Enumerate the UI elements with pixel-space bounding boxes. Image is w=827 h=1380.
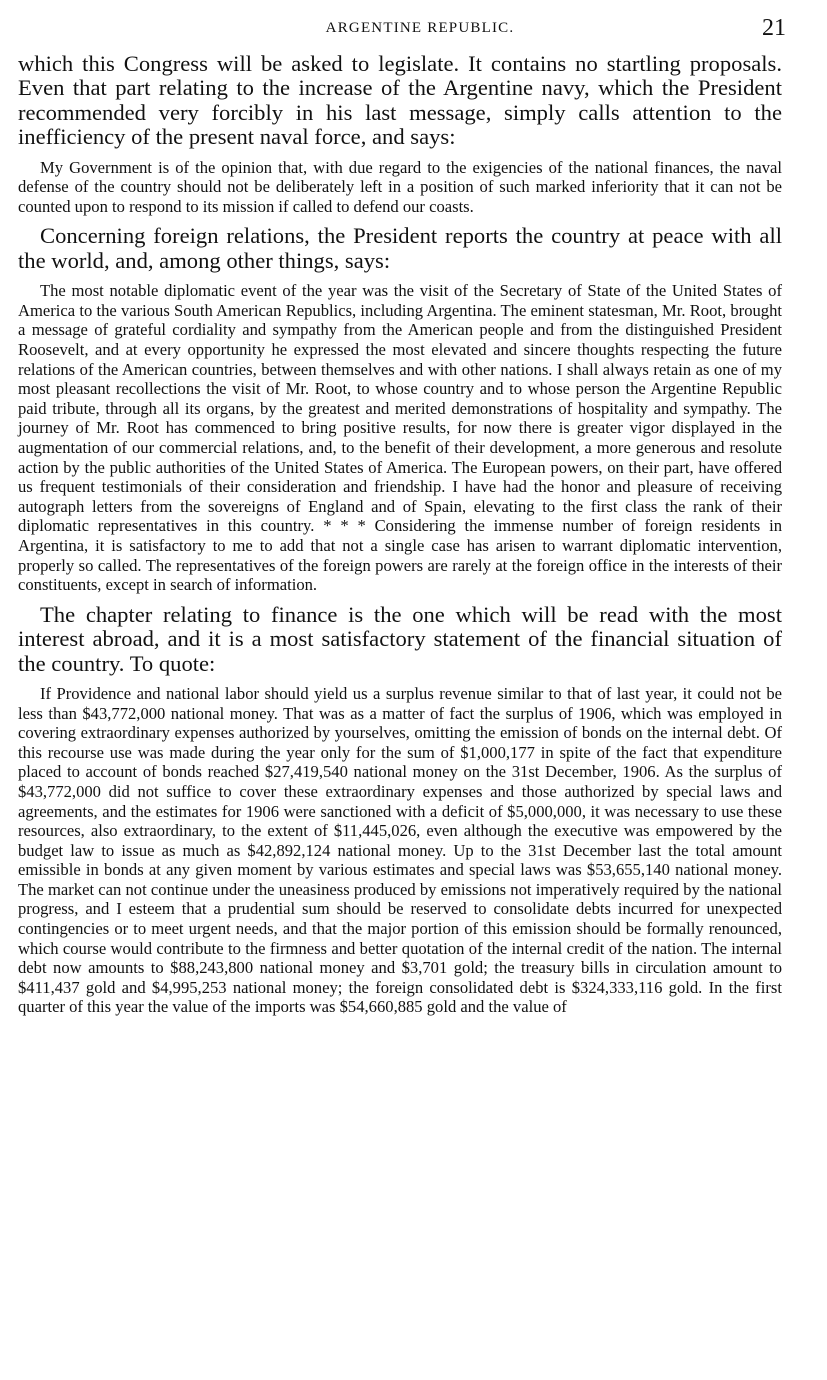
document-page [18, 0, 786, 1017]
block-quote: My Government is of the opinion that, with due regard to the exigencies of the national finances, the naval defense of the country should not be deliberately left in a position of such marked inferiority that it can not be counted upon to respond to its mission if called to defend our coasts. [18, 157, 782, 216]
running-title: ARGENTINE REPUBLIC. [325, 20, 515, 36]
block-quote: The most notable diplomatic event of the year was the visit of the Secretary of State of the United States of America to the various South American Republics, including Argentina. The eminent statesman, Mr. Root, brought a message of grateful cordiality and sympathy from the American people and from the distinguished President Roosevelt, and at every opportunity he expressed the most elevated and sincere thoughts respecting the future relations of the American countries, between themselves and with other nations. I shall always retain as one of my most pleasant recollections the visit of Mr. Root, to whose country and to whose person the Argentine Republic paid tribute, through all its organs, by the greatest and merited demonstrations of hospitality and sympathy. The journey of Mr. Root has commenced to bring positive results, for now there is greater vigor displayed in the augmentation of our commercial relations, and, to the benefit of their development, a more generous and resolute action by the public authorities of the United States of America. The European powers, on their part, have offered us frequent testimonials of their consideration and friendship. I have had the honor and pleasure of receiving autograph letters from the sovereigns of England and of Spain, elevating to the first class the rank of their diplomatic representatives in this country. * * * Considering the immense number of foreign residents in Argentina, it is satisfactory to me to add that not a single case has arisen to warrant diplomatic intervention, properly so called. The representatives of the foreign powers are rarely at the foreign office in the interests of their constituents, except in search of information. [18, 281, 782, 595]
page-header [18, 0, 786, 52]
block-quote: If Providence and national labor should yield us a surplus revenue similar to that of last year, it could not be less than $43,772,000 national money. That was as a matter of fact the surplus of 1906, which was employed in covering extraordinary expenses authorized by yourselves, omitting the emission of bonds on the internal debt. Of this recourse use was made during the year only for the sum of $1,000,177 in spite of the fact that expenditure placed to account of bonds reached $27,419,540 national money on the 31st December, 1906. As the surplus of $43,772,000 did not suffice to cover these extraordinary expenses and those authorized by special laws and agreements, and the estimates for 1906 were sanctioned with a deficit of $5,000,000, it was necessary to use these resources, also extraordinary, to the extent of $11,445,026, even although the executive was empowered by the budget law to issue as much as $42,892,124 national money. Up to the 31st December last the total amount emissible in bonds at any given moment by various estimates and special laws was $53,655,140 national money. The market can not continue under the uneasiness produced by emissions not imperatively required by the national progress, and I esteem that a prudential sum should be reserved to consolidate debts incurred for unexpected contingencies or to meet urgent needs, and that the major portion of this emission should be formally renounced, which course would contribute to the firmness and better quotation of the internal credit of the nation. The internal debt now amounts to $88,243,800 national money and $3,701 gold; the treasury bills in circulation amount to $411,437 gold and $4,995,253 national money; the foreign consolidated debt is $324,333,116 gold. In the first quarter of this year the value of the imports was $54,660,885 gold and the value of [18, 683, 782, 1017]
body-paragraph: which this Congress will be asked to legislate. It contains no startling proposals. Even that part relating to the increase of the Argentine navy, which the President recommended very forcibly in his last message, simply calls attention to the inefficiency of the present naval force, and says: [18, 51, 782, 150]
body-paragraph: Concerning foreign relations, the President reports the country at peace with all the world, and, among other things, says: [18, 223, 782, 273]
page-number: 21 [762, 15, 786, 41]
body-paragraph: The chapter relating to finance is the one which will be read with the most interest abroad, and it is a most satisfactory statement of the financial situation of the country. To quote: [18, 601, 782, 676]
